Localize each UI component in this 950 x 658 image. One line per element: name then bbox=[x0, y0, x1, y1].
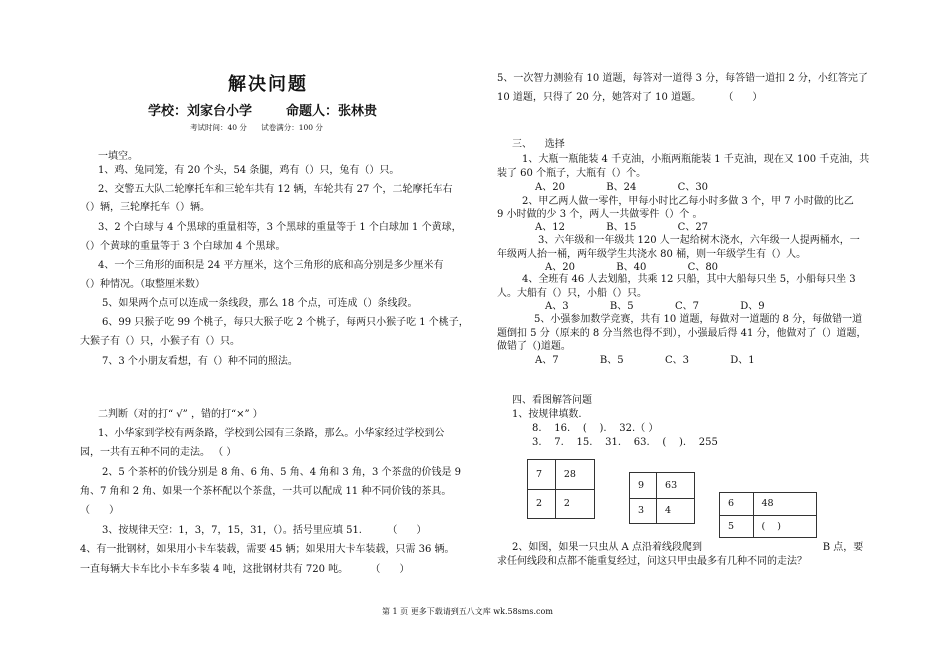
grid-cell: 3 bbox=[630, 498, 657, 524]
grid-cell: 9 bbox=[630, 473, 657, 499]
grid-cell: 2 bbox=[528, 489, 556, 519]
school-label: 学校：刘家台小学 bbox=[148, 104, 253, 119]
judge-2-line-2: 角、7 角和 2 角、如果一个茶杯配以个茶盘，一共可以配成 11 种不同价钱的茶具。 bbox=[80, 486, 452, 497]
judge-4-line-2: 一直每辆大卡车比小卡车多装 4 吨，这批钢材共有 720 吨。 （ ） bbox=[80, 564, 410, 575]
choice-2-line-2: 9 小时做的少 3 个，两人一共做零件（）个 。 bbox=[497, 209, 703, 220]
picture-1-title: 1、按规律填数. bbox=[512, 409, 582, 420]
question-6-line-1: 6、99 只猴子吃 99 个桃子，每只大猴子吃 2 个桃子，每两只小猴子吃 1 个桃子， bbox=[102, 317, 469, 328]
judge-1-line-2: 园，一共有五种不同的走法。 （ ） bbox=[80, 447, 237, 458]
sequence-1: 8. 16. ( ). 32.（ ） bbox=[532, 423, 659, 434]
question-4-line-1: 4、一个三角形的面积是 24 平方厘米，这个三角形的底和高分别是多少厘米有 bbox=[98, 260, 444, 271]
picture-2-line-2: 求任何线段和点都不能重复经过，问这只甲虫最多有几种不同的走法？ bbox=[497, 556, 807, 567]
judge-3: 3、按规律天空：1，3，7，15，31，（）。括号里应填 51. （ ） bbox=[102, 525, 427, 536]
choice-2-line-1: 2、甲乙两人做一零件，甲每小时比乙每小时多做 3 个，甲 7 小时做的比乙 bbox=[522, 196, 854, 207]
question-4-line-2: （）种情况。（取整厘米数） bbox=[80, 279, 205, 290]
exam-info: 考试时间：40 分 试卷满分：100 分 bbox=[190, 123, 323, 132]
grid-cell: 63 bbox=[657, 473, 695, 499]
judge-4-line-1: 4、有一批钢材，如果用小卡车装载，需要 45 辆；如果用大卡车装载，只需 36 辆。 bbox=[80, 544, 455, 555]
choice-5-options: A、7 B、5 C、3 D、1 bbox=[535, 355, 755, 366]
number-grid-2 bbox=[629, 472, 695, 524]
choice-1-line-2: 装了 60 个瓶子，大瓶有（）个。 bbox=[497, 168, 647, 179]
grid-cell: 5 bbox=[720, 515, 754, 538]
question-3-line-1: 3、2 个白球与 4 个黑球的重量相等，3 个黑球的重量等于 1 个白球加 1 个黄球， bbox=[98, 222, 462, 233]
page-footer: 第 1 页 更多下载请到五八文库 wk.58sms.com bbox=[382, 607, 553, 616]
question-2-line-1: 2、交警五大队二轮摩托车和三轮车共有 12 辆，车轮共有 27 个，二轮摩托车右 bbox=[98, 184, 453, 195]
choice-2-options: A、12 B、15 C、27 bbox=[535, 222, 709, 233]
judge-5-line-1: 5、一次智力测验有 10 道题，每答对一道得 3 分，每答错一道扣 2 分，小红答完了 bbox=[497, 73, 868, 84]
choice-1-options: A、20 B、24 C、30 bbox=[535, 182, 709, 193]
grid-cell: 2 bbox=[555, 489, 594, 519]
section-3-title: 三、 选择 bbox=[512, 139, 565, 150]
question-2-line-2: （）辆，三轮摩托车（）辆。 bbox=[80, 202, 210, 213]
page-title: 解决问题 bbox=[228, 74, 308, 95]
question-3-line-2: （）个黄球的重量等于 3 个白球加 4 个黑球。 bbox=[80, 241, 286, 252]
grid-cell: ( ) bbox=[753, 515, 816, 538]
choice-4-options: A、3 B、5 C、7 D、9 bbox=[545, 301, 765, 312]
question-5: 5、如果两个点可以连成一条线段，那么 18 个点，可连成（）条线段。 bbox=[102, 298, 418, 309]
sequence-2: 3. 7. 15. 31. 63. ( ). 255 bbox=[532, 437, 718, 448]
section-4-title: 四、看图解答问题 bbox=[512, 395, 592, 406]
number-grid-1 bbox=[527, 459, 595, 519]
number-grid-3 bbox=[719, 492, 817, 538]
judge-2-line-1: 2、5 个茶杯的价钱分别是 8 角、6 角、5 角、4 角和 3 角，3 个茶盘的价钱是 9 bbox=[102, 467, 462, 478]
section-1-title: 一填空。 bbox=[98, 151, 138, 162]
grid-cell: 4 bbox=[657, 498, 695, 524]
grid-cell: 6 bbox=[720, 493, 754, 516]
choice-4-line-2: 人。大船有（）只，小船（）只。 bbox=[497, 288, 647, 299]
grid-cell: 28 bbox=[555, 460, 594, 490]
choice-5-line-3: 做错了（)道题。 bbox=[497, 341, 571, 352]
author-label: 命题人：张林贵 bbox=[286, 104, 378, 119]
choice-3-options: A、20 B、40 C、80 bbox=[545, 262, 719, 273]
judge-5-line-2: 10 道题，只得了 20 分，她答对了 10 道题。 （ ） bbox=[497, 92, 763, 103]
question-7: 7、3 个小朋友看想，有（）种不同的照法。 bbox=[102, 356, 298, 367]
grid-cell: 48 bbox=[753, 493, 816, 516]
question-1: 1、鸡、兔同笼，有 20 个头，54 条腿，鸡有（）只，兔有（）只。 bbox=[98, 165, 400, 176]
judge-1-line-1: 1、小华家到学校有两条路，学校到公园有三条路，那么。小华家经过学校到公 bbox=[98, 428, 445, 439]
section-2-title: 二判断（对的打“ √” ，错的打“×” ） bbox=[98, 409, 263, 420]
choice-5-line-2: 题倒扣 5 分（原来的 8 分当然也得不到），小强最后得 41 分，他做对了（）道题， bbox=[497, 328, 867, 339]
choice-3-line-2: 年级两人抬一桶，两年级学生共浇水 80 桶，则一年级学生有（）人。 bbox=[497, 249, 807, 260]
choice-3-line-1: 3、六年级和一年级共 120 人一起给树木浇水，六年级一人提两桶水，一 bbox=[538, 235, 860, 246]
judge-2-line-3: （ ） bbox=[80, 505, 120, 516]
grid-cell: 7 bbox=[528, 460, 556, 490]
picture-2-line-1: 2、如图，如果一只虫从 A 点沿着线段爬到 B 点，要 bbox=[512, 542, 864, 553]
choice-1-line-1: 1、大瓶一瓶能装 4 千克油，小瓶两瓶能装 1 千克油，现在又 100 千克油，共 bbox=[522, 154, 870, 165]
choice-5-line-1: 5、小强参加数学竞赛，共有 10 道题，每做对一道题的 8 分，每做错一道 bbox=[534, 314, 863, 325]
question-6-line-2: 大猴子有（）只，小猴子有（）只。 bbox=[80, 336, 240, 347]
choice-4-line-1: 4、全班有 46 人去划船，共乘 12 只船，其中大船每只坐 5，小船每只坐 3 bbox=[522, 274, 856, 285]
